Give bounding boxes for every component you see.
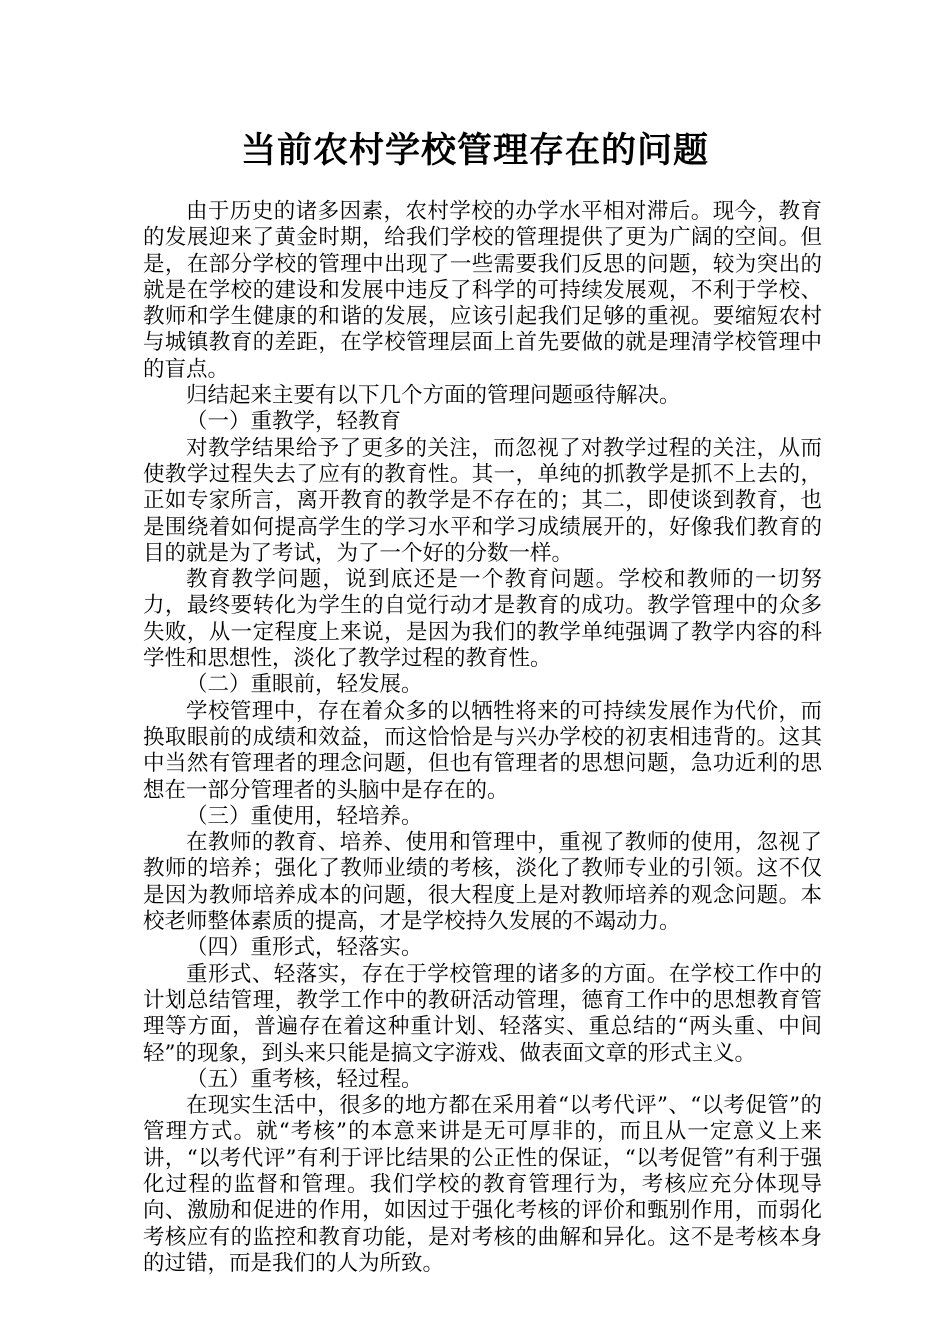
paragraph: 重形式、轻落实，存在于学校管理的诸多的方面。在学校工作中的计划总结管理，教学工作中的教研活动管理，德育工作中的思想教育管理等方面，普遍存在着这种重计划、轻落实、重总结的“两头重、中间轻”的现象，到头来只能是搞文字游戏、做表面文章的形式主义。 [143, 961, 822, 1066]
paragraph-intro: 由于历史的诸多因素，农村学校的办学水平相对滞后。现今，教育的发展迎来了黄金时期，给我们学校的管理提供了更为广阔的空间。但是，在部分学校的管理中出现了一些需要我们反思的问题，较为突出的就是在学校的建设和发展中违反了科学的可持续发展观，不利于学校、教师和学生健康的和谐的发展，应该引起我们足够的重视。要缩短农村与城镇教育的差距，在学校管理层面上首先要做的就是理清学校管理中的盲点。 [143, 199, 822, 382]
paragraph: 教育教学问题，说到底还是一个教育问题。学校和教师的一切努力，最终要转化为学生的自觉行动才是教育的成功。教学管理中的众多失败，从一定程度上来说，是因为我们的教学单纯强调了教学内容的科学性和思想性，淡化了教学过程的教育性。 [143, 567, 822, 672]
paragraph: 在现实生活中，很多的地方都在采用着“以考代评”、“以考促管”的管理方式。就“考核”的本意来讲是无可厚非的，而且从一定意义上来讲，“以考代评”有利于评比结果的公正性的保证，“以考促管”有利于强化过程的监督和管理。我们学校的教育管理行为，考核应充分体现导向、激励和促进的作用，如因过于强化考核的评价和甄别作用，而弱化考核应有的监控和教育功能，是对考核的曲解和异化。这不是考核本身的过错，而是我们的人为所致。 [143, 1093, 822, 1276]
section-heading-2: （二）重眼前，轻发展。 [186, 672, 423, 698]
paragraph: 学校管理中，存在着众多的以牺牲将来的可持续发展作为代价，而换取眼前的成绩和效益，而这恰恰是与兴办学校的初衷相违背的。这其中当然有管理者的理念问题，但也有管理者的思想问题，急功近利的思想在一部分管理者的头脑中是存在的。 [143, 698, 822, 803]
section-heading-4: （四）重形式，轻落实。 [186, 935, 423, 961]
paragraph: 在教师的教育、培养、使用和管理中，重视了教师的使用，忽视了教师的培养；强化了教师业绩的考核，淡化了教师专业的引领。这不仅是因为教师培养成本的问题，很大程度上是对教师培养的观念问题。本校老师整体素质的提高，才是学校持久发展的不竭动力。 [143, 830, 822, 935]
section-heading-3: （三）重使用，轻培养。 [186, 803, 423, 829]
section-heading-5: （五）重考核，轻过程。 [186, 1066, 423, 1092]
document-body [143, 199, 822, 1277]
paragraph-summary: 归结起来主要有以下几个方面的管理问题亟待解决。 [186, 383, 681, 409]
document-title: 当前农村学校管理存在的问题 [240, 130, 709, 171]
section-heading-1: （一）重教学，轻教育 [186, 409, 402, 435]
paragraph: 对教学结果给予了更多的关注，而忽视了对教学过程的关注，从而使教学过程失去了应有的教育性。其一，单纯的抓教学是抓不上去的，正如专家所言，离开教育的教学是不存在的；其二，即使谈到教育，也是围绕着如何提高学生的学习水平和学习成绩展开的，好像我们教育的目的就是为了考试，为了一个好的分数一样。 [143, 435, 822, 566]
